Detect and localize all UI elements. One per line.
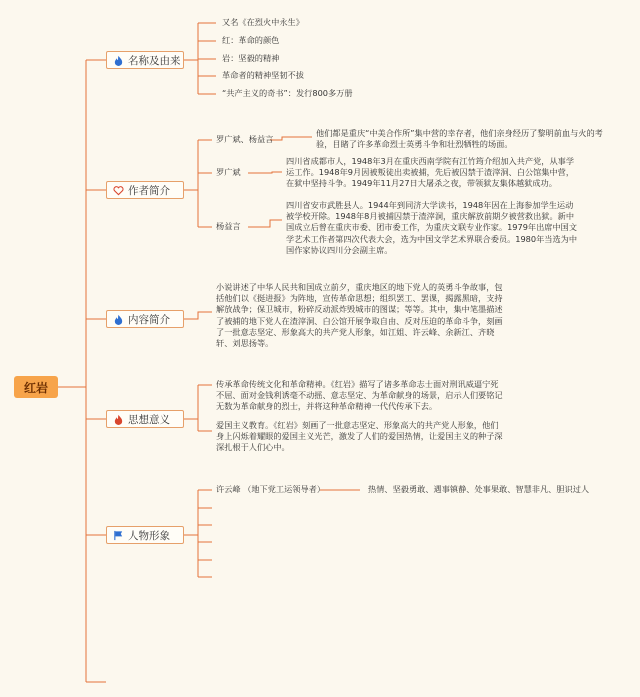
branch-meaning-label: 思想意义 <box>128 413 170 426</box>
branch-names-label: 名称及由来 <box>128 54 181 67</box>
author-yang-text: 四川省安市武胜县人。1944年到同济大学读书，1948年因在上海参加学生运动被学校开除。1948年8月被捕囚禁于渣滓洞，重庆解放前期夕被营救出狱。新中国成立后曾在重庆市委、团市委工作，为重庆文联专业作家。1979年出席中国文学艺术工作者第四次代表大会，选为中国文学艺术界联合委员。1980年当选为中国作家协议四川分会副主席。 <box>286 200 578 255</box>
authors-intro-names: 罗广斌、杨益言 <box>216 134 274 144</box>
branch-meaning[interactable] <box>106 410 184 428</box>
names-item-3: 岩：坚毅的精神 <box>222 53 280 63</box>
meaning-text-1: 传承革命传统文化和革命精神。《红岩》描写了诸多革命志士面对刑讯威逼宁死不屈、面对金钱利诱毫不动摇、意志坚定、为革命献身的场景，启示人们要铭记无数为革命献身的烈士，并将这种革命精神一代代传承下去。 <box>216 379 503 412</box>
names-item-1: 又名《在烈火中永生》 <box>222 17 304 27</box>
branch-content-label: 内容简介 <box>128 313 170 326</box>
branch-names[interactable] <box>106 51 184 69</box>
branch-characters[interactable] <box>106 526 184 544</box>
character-1-traits: 热情、坚毅勇敢、遇事镇静、处事果敢、智慧非凡、胆识过人 <box>368 484 590 494</box>
branch-authors-label: 作者简介 <box>128 184 170 197</box>
content-text: 小说讲述了中华人民共和国成立前夕，重庆地区的地下党人的英勇斗争故事，包括他们以《挺进报》为阵地，宣传革命思想；组织罢工、罢课，揭露黑暗，支持解放战争；保卫城市，粉碎反动派炸毁城市的图谋；等等。其中，集中笔墨描述了被捕的地下党人在渣滓洞、白公馆开展争取自由、反对压迫的革命斗争，刻画了一批意志坚定、形象高大的共产党人形象，如江姐、许云峰、余新江、齐晓轩、刘思扬等。 <box>216 282 503 349</box>
authors-intro-text: 他们都是重庆“中美合作所”集中营的幸存者，他们亲身经历了黎明前血与火的考验，目睹了许多革命烈士英勇斗争和壮烈牺牲的场面。 <box>316 128 603 150</box>
root-node[interactable] <box>14 376 58 398</box>
names-item-5: “共产主义的奇书”：发行800多万册 <box>222 88 353 98</box>
author-luo-text: 四川省成都市人，1948年3月在重庆西南学院有江竹筠介绍加入共产党，从事学运工作。1948年9月因被叛徒出卖被捕，先后被囚禁于渣滓洞、白公馆集中营，在狱中坚持斗争。1949年11月27日大屠杀之夜，带领狱友集体越狱成功。 <box>286 156 575 189</box>
branch-characters-label: 人物形象 <box>128 529 170 542</box>
author-yang-name: 杨益言 <box>216 221 241 231</box>
branch-content[interactable] <box>106 310 184 328</box>
flame-icon <box>113 314 124 325</box>
flag-icon <box>113 530 124 541</box>
names-item-2: 红：革命的颜色 <box>222 35 280 45</box>
flame-icon <box>113 55 124 66</box>
fire-icon <box>113 414 124 425</box>
heart-icon <box>113 185 124 196</box>
branch-authors[interactable] <box>106 181 184 199</box>
author-luo-name: 罗广斌 <box>216 167 241 177</box>
character-1-name: 许云峰 （地下党工运领导者） <box>216 484 326 494</box>
meaning-text-2: 爱国主义教育。《红岩》刻画了一批意志坚定、形象高大的共产党人形象，他们身上闪烁着耀眼的爱国主义光芒，激发了人们的爱国热情，让爱国主义的种子深深扎根于人们心中。 <box>216 420 503 453</box>
root-label: 红岩 <box>23 380 48 395</box>
names-item-4: 革命者的精神坚韧不拔 <box>222 70 304 80</box>
